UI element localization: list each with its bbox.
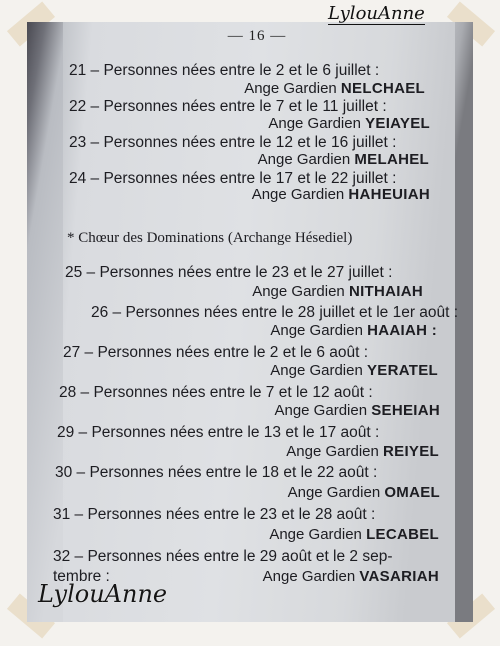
list-item-line: 30 – Personnes nées entre le 18 et le 22 août : xyxy=(55,464,378,481)
list-item-angel: Ange Gardien OMAEL xyxy=(287,484,440,501)
list-item-angel: Ange Gardien HAAIAH : xyxy=(270,322,437,339)
signature-top: LylouAnne xyxy=(328,3,425,24)
list-item-angel: Ange Gardien LECABEL xyxy=(269,526,439,543)
list-item-angel: Ange Gardien NELCHAEL xyxy=(244,80,425,97)
list-item-angel: Ange Gardien YEIAYEL xyxy=(268,115,430,132)
list-item-angel: Ange Gardien NITHAIAH xyxy=(252,283,423,300)
signature-bottom: LylouAnne xyxy=(38,580,168,608)
list-item-continuation: tembre : xyxy=(53,568,110,585)
list-item-line: 26 – Personnes nées entre le 28 juillet et le 1er août : xyxy=(91,304,459,321)
list-item-line: 21 – Personnes nées entre le 2 et le 6 juillet : xyxy=(69,62,380,79)
list-item-line: 29 – Personnes nées entre le 13 et le 17 août : xyxy=(57,424,380,441)
list-item-angel: Ange Gardien REIYEL xyxy=(286,443,439,460)
list-item-line: 23 – Personnes nées entre le 12 et le 16 juillet : xyxy=(69,134,397,151)
list-item-line: 31 – Personnes nées entre le 23 et le 28 août : xyxy=(53,506,376,523)
list-item-line: 22 – Personnes nées entre le 7 et le 11 juillet : xyxy=(69,98,387,115)
list-item-line: 32 – Personnes nées entre le 29 août et le 2 sep- xyxy=(53,548,393,565)
list-item-angel: Ange Gardien MELAHEL xyxy=(257,151,429,168)
list-item-angel: Ange Gardien SEHEIAH xyxy=(274,402,440,419)
list-item-line: 27 – Personnes nées entre le 2 et le 6 août : xyxy=(63,344,369,361)
book-photo xyxy=(27,22,473,622)
list-item-angel: Ange Gardien HAHEUIAH xyxy=(251,186,430,203)
choir-heading: * Chœur des Dominations (Archange Hésediel) xyxy=(67,230,353,246)
list-item-line: 28 – Personnes nées entre le 7 et le 12 août : xyxy=(59,384,373,401)
page-number: — 16 — xyxy=(227,28,287,44)
list-item-line: 24 – Personnes nées entre le 17 et le 22 juillet : xyxy=(69,170,397,187)
list-item-angel: Ange Gardien VASARIAH xyxy=(262,568,439,585)
list-item-angel: Ange Gardien YERATEL xyxy=(270,362,438,379)
list-item-line: 25 – Personnes nées entre le 23 et le 27 juillet : xyxy=(65,264,393,281)
